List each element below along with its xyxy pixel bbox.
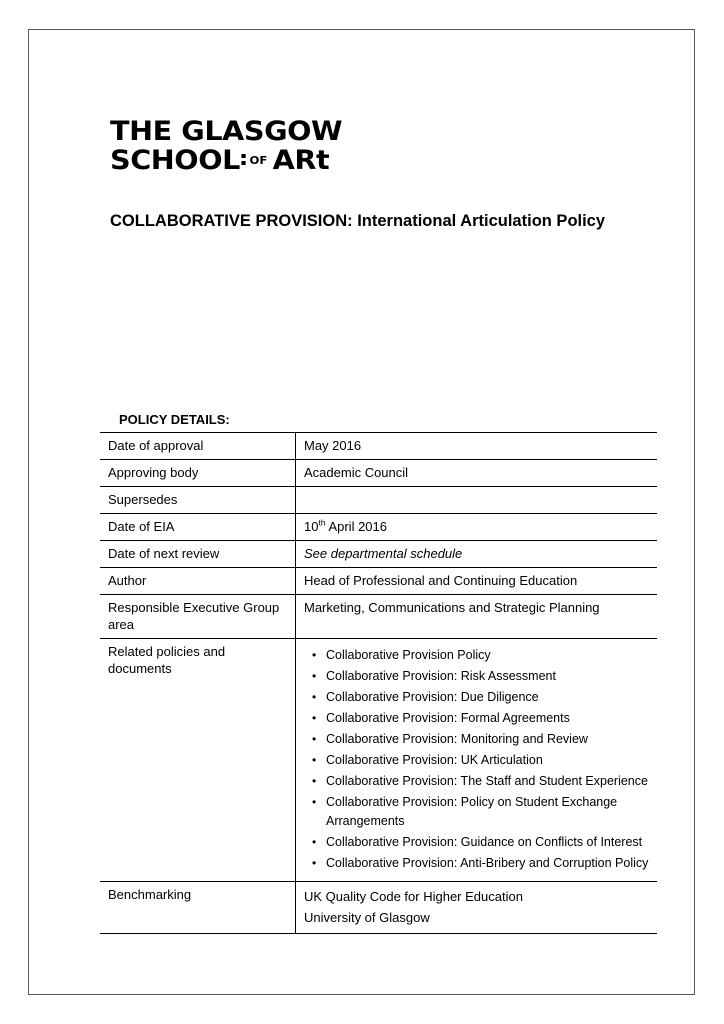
eia-month-year: April 2016 — [325, 519, 387, 534]
row-label-benchmarking: Benchmarking — [100, 882, 296, 934]
list-item: • Collaborative Provision: Monitoring and Review — [326, 730, 650, 749]
colon-dots-icon — [241, 151, 245, 168]
table-row — [100, 639, 657, 882]
row-value-author: Head of Professional and Continuing Education — [296, 568, 658, 595]
page-sheet — [28, 29, 695, 995]
benchmarking-line-2: University of Glasgow — [304, 910, 430, 925]
logo-of-text: OF — [249, 153, 268, 167]
table-row — [100, 882, 657, 934]
list-item: • Collaborative Provision Policy — [326, 646, 650, 665]
policy-details-table — [100, 432, 657, 934]
page-title: COLLABORATIVE PROVISION: International Articulation Policy — [110, 212, 606, 230]
logo-art-text: ARt — [272, 145, 330, 176]
row-value-responsible-executive-group-area: Marketing, Communications and Strategic Planning — [296, 595, 658, 639]
row-label-author: Author — [100, 568, 296, 595]
table-row — [100, 568, 657, 595]
row-value-related-policies-and-documents — [296, 639, 658, 882]
page-content-area — [29, 30, 694, 994]
row-value-date-of-approval: May 2016 — [296, 433, 658, 460]
list-item: • Collaborative Provision: UK Articulation — [326, 751, 650, 770]
row-label-supersedes: Supersedes — [100, 487, 296, 514]
table-row — [100, 541, 657, 568]
list-item: • Collaborative Provision: Guidance on Conflicts of Interest — [326, 833, 650, 852]
row-value-benchmarking — [296, 882, 658, 934]
row-label-date-of-approval: Date of approval — [100, 433, 296, 460]
related-policies-list — [304, 646, 650, 872]
logo-school-text: SCHOOL — [110, 145, 240, 176]
gsa-logo — [110, 117, 370, 175]
list-item: • Collaborative Provision: Formal Agreements — [326, 709, 650, 728]
list-item: • Collaborative Provision: Due Diligence — [326, 688, 650, 707]
row-value-date-of-eia — [296, 514, 658, 541]
logo-line-2 — [110, 146, 386, 175]
row-label-date-of-eia: Date of EIA — [100, 514, 296, 541]
list-item: • Collaborative Provision: The Staff and Student Experience — [326, 772, 650, 791]
table-row — [100, 595, 657, 639]
table-row — [100, 460, 657, 487]
table-row — [100, 433, 657, 460]
row-label-approving-body: Approving body — [100, 460, 296, 487]
row-label-responsible-executive-group-area: Responsible Executive Group area — [100, 595, 296, 639]
benchmarking-line-1: UK Quality Code for Higher Education — [304, 889, 523, 904]
row-value-supersedes — [296, 487, 658, 514]
eia-ordinal-suffix: th — [318, 517, 326, 528]
row-value-approving-body: Academic Council — [296, 460, 658, 487]
policy-details-heading: POLICY DETAILS: — [119, 412, 230, 427]
row-value-date-of-next-review: See departmental schedule — [296, 541, 658, 568]
list-item: • Collaborative Provision: Policy on Student Exchange Arrangements — [326, 793, 650, 830]
list-item: • Collaborative Provision: Risk Assessment — [326, 667, 650, 686]
logo-line-1: THE GLASGOW — [110, 116, 343, 147]
table-row — [100, 514, 657, 541]
row-label-related-policies-and-documents: Related policies and documents — [100, 639, 296, 882]
list-item: • Collaborative Provision: Anti-Bribery and Corruption Policy — [326, 854, 650, 873]
eia-day-number: 10 — [304, 519, 319, 534]
row-label-date-of-next-review: Date of next review — [100, 541, 296, 568]
table-row — [100, 487, 657, 514]
